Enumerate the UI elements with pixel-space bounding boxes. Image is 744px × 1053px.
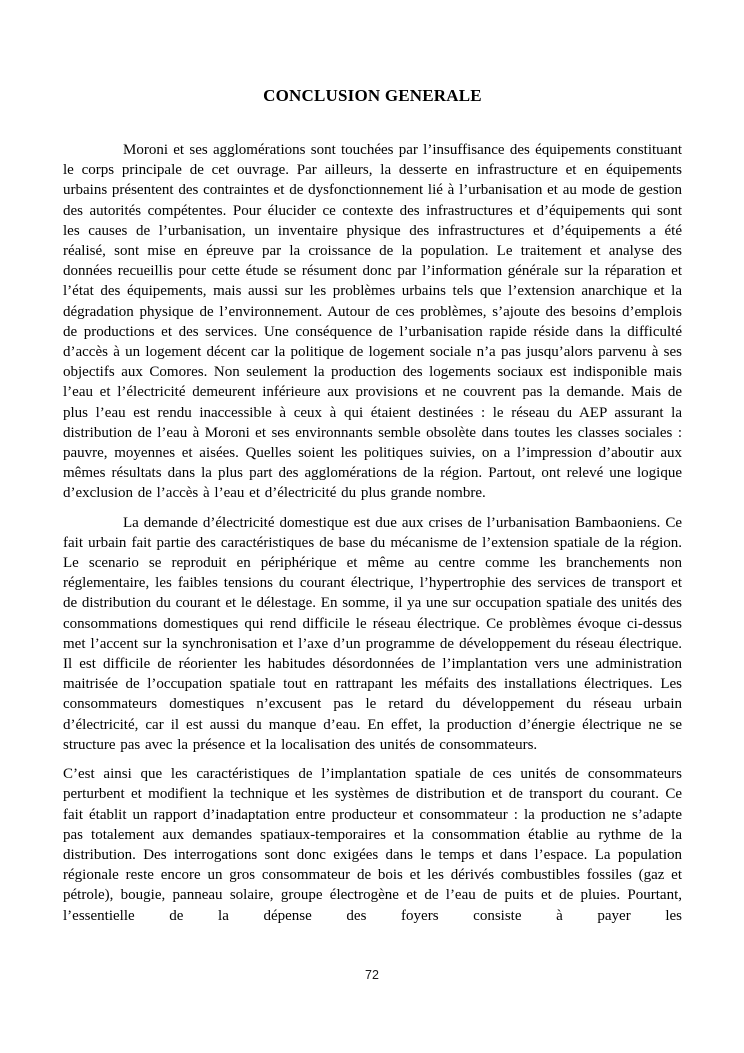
page-number: 72 (365, 968, 379, 982)
document-title (63, 86, 682, 106)
document-title-text: CONCLUSION GENERALE (263, 86, 482, 105)
paragraph-3: C’est ainsi que les caractéristiques de l’implantation spatiale de ces unités de consommateurs perturbent et modifient la technique et les systèmes de distribution et de transport du courant. Ce fait établit un rapport d’inadaptation entre producteur et consommateur : la production ne s’adapte pas totalement aux demandes spatiaux-temporaires et la consommation établie au rythme de la distribution. Des interrogations sont donc exigées dans le temps et dans l’espace. La population régionale reste encore un gros consommateur de bois et les dérivés combustibles fossiles (gaz et pétrole), bougie, panneau solaire, groupe électrogène et de l’eau de puits et de pluies. Pourtant, l’essentielle de la dépense des foyers consiste à payer les (63, 766, 682, 924)
paragraph-1: Moroni et ses agglomérations sont touchées par l’insuffisance des équipements constituant le corps principale de cet ouvrage. Par ailleurs, la desserte en infrastructure et en équipements urbains présentent des contraintes et de dysfonctionnement lié à l’urbanisation et au mode de gestion des autorités compétentes. Pour élucider ce contexte des infrastructures et d’équipements qui sont les causes de l’urbanisation, un inventaire physique des infrastructures et d’équipements a été réalisé, sont mise en épreuve par la croissance de la population. Le traitement et analyse des données recueillis pour cette étude se résument donc par l’information générale sur la réparation et l’état des équipements, mais aussi sur les problèmes urbains tels que l’extension anarchique et la dégradation physique de l’environnement. Autour de ces problèmes, s’ajoute des besoins d’emplois de productions et des services. Une conséquence de l’urbanisation rapide réside dans la difficulté d’accès à un logement décent car la politique de logement sociale n’a pas jusqu’alors parvenu à ses objectifs aux Comores. Non seulement la production des logements sociaux est indisponible mais l’eau et l’électricité demeurent inférieure aux provisions et ne couvrent pas la demande. Mais de plus l’eau est rendu inaccessible à ceux à qui étaient destinées : le réseau du AEP assurant la distribution de l’eau à Moroni et ses environnants semble obsolète dans toutes les classes sociales : pauvre, moyennes et aisées. Quelles soient les politiques suivies, on a l’impression d’aboutir aux mêmes résultats dans la plus part des agglomérations de la région. Partout, ont relevé une logique d’exclusion de l’accès à l’eau et d’électricité du plus grande nombre. (63, 142, 682, 502)
page-content (63, 86, 682, 935)
paragraph-2: La demande d’électricité domestique est due aux crises de l’urbanisation Bambaoniens. Ce fait urbain fait partie des caractéristiques de base du mécanisme de l’extension spatiale de la région. Le scenario se reproduit en périphérique et même au centre comme les branchements non réglementaire, les faibles tensions du courant électrique, l’hypertrophie des services de transport et de distribution du courant et le délestage. En somme, il ya une sur occupation spatiale des unités des consommations domestiques qui rend difficile le réseau électrique. Ce problèmes évoque ci-dessus met l’accent sur la synchronisation et l’axe d’un programme de développement du réseau électrique. Il est difficile de réorienter les habitudes désordonnées de l’implantation vers une administration maitrisée de l’occupation spatiale tout en rattrapant les méfaits des installations électriques. Les consommateurs domestiques n’excusent pas le retard du développement du réseau urbain d’électricité, car il est aussi du manque d’eau. En effet, la production d’énergie électrique ne se structure pas avec la présence et la localisation des unités de consommateurs. (63, 514, 682, 753)
